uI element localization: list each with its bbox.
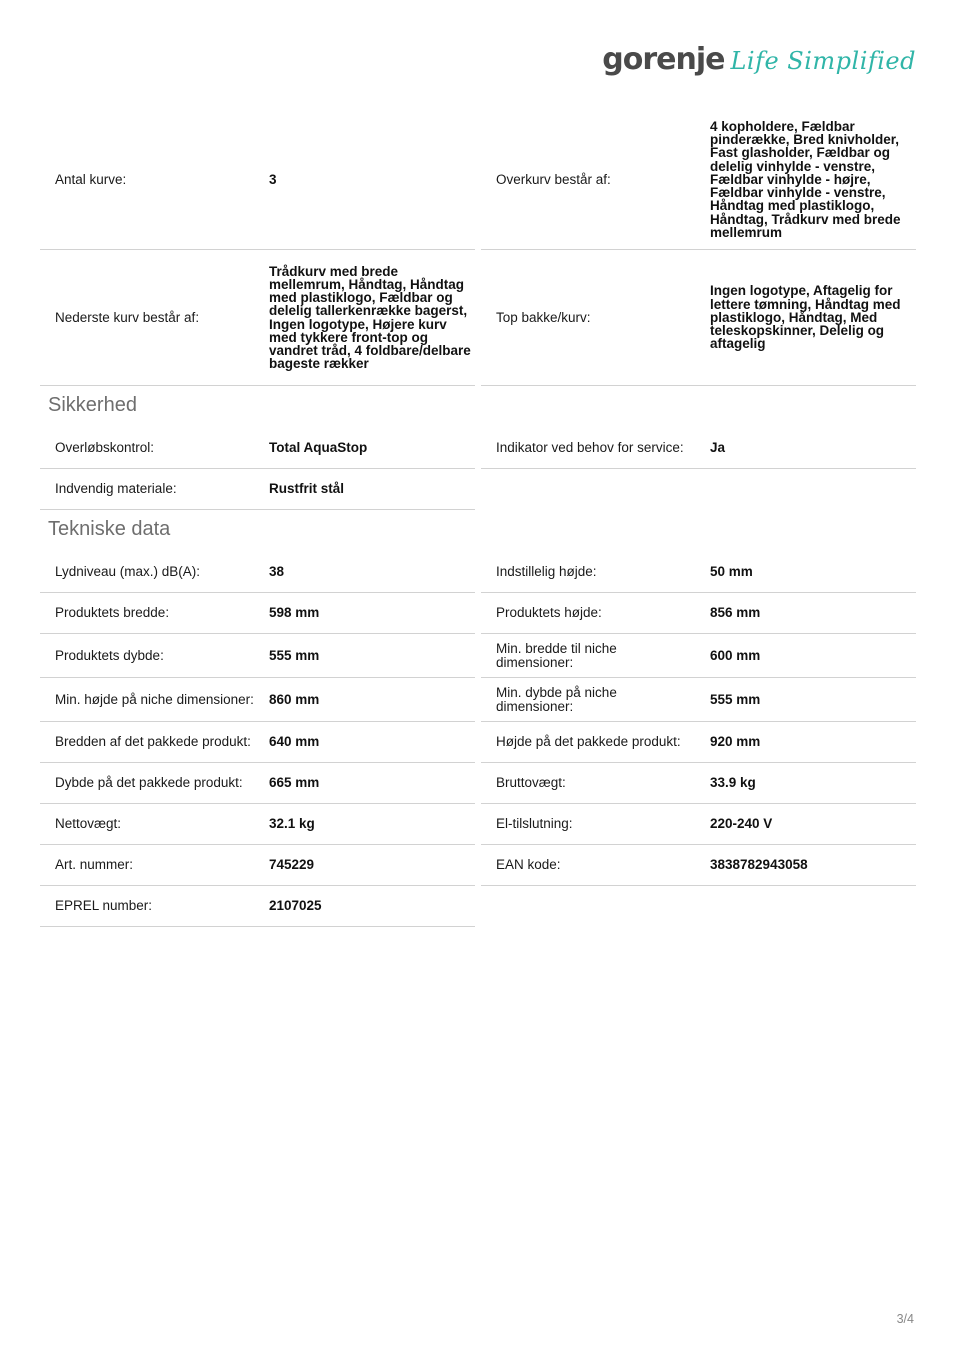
spec-cell [481, 763, 916, 804]
spec-cell [40, 845, 475, 886]
spec-label: Højde på det pakkede produkt: [496, 734, 681, 750]
spec-cell [481, 678, 916, 722]
spec-cell [40, 722, 475, 763]
spec-value: Ingen logotype, Aftagelig for lettere tømning, Håndtag med plastiklogo, Håndtag, Med teleskopskinner, Delelig og aftagelig [710, 283, 901, 352]
spec-label: Min. højde på niche dimensioner: [55, 691, 254, 707]
spec-value: 860 mm [269, 691, 320, 707]
spec-cell [481, 845, 916, 886]
spec-value: 2107025 [269, 898, 322, 914]
spec-value: Ja [710, 440, 726, 456]
spec-value: 555 mm [269, 647, 320, 663]
page-number: 3/4 [896, 1312, 914, 1326]
spec-label: Indstillelig højde: [496, 564, 597, 580]
spec-label: Min. bredde til niche dimensioner: [496, 641, 617, 670]
spec-cell [40, 886, 475, 927]
spec-row [40, 845, 916, 886]
spec-value: 920 mm [710, 734, 761, 750]
spec-cell [481, 552, 916, 593]
spec-cell [481, 428, 916, 469]
spec-label: Produktets dybde: [55, 647, 164, 663]
spec-row [40, 552, 916, 593]
spec-row [40, 428, 916, 469]
spec-label: Top bakke/kurv: [496, 309, 591, 325]
spec-cell [40, 593, 475, 634]
spec-value: 555 mm [710, 691, 761, 707]
spec-label: Min. dybde på niche dimensioner: [496, 685, 617, 714]
spec-label: EPREL number: [55, 898, 153, 914]
spec-cell [40, 110, 475, 250]
spec-cell [40, 804, 475, 845]
spec-row [40, 110, 916, 250]
spec-label: Produktets bredde: [55, 605, 170, 621]
spec-value: 640 mm [269, 734, 320, 750]
spec-label: Lydniveau (max.) dB(A): [55, 564, 201, 580]
spec-cell [40, 250, 475, 386]
spec-row [40, 763, 916, 804]
spec-label: Art. nummer: [55, 857, 134, 873]
spec-cell [481, 634, 916, 678]
spec-row [40, 634, 916, 678]
spec-label: Nederste kurv består af: [55, 309, 200, 325]
spec-cell [481, 110, 916, 250]
spec-label: Antal kurve: [55, 171, 127, 187]
spec-row [40, 469, 916, 510]
spec-label: Overkurv består af: [496, 171, 611, 187]
spec-cell-empty [481, 886, 916, 927]
spec-value: 3838782943058 [710, 857, 808, 873]
spec-cell [40, 469, 475, 510]
logo-tagline: Life Simplified [730, 47, 916, 75]
spec-row [40, 804, 916, 845]
spec-value: 220-240 V [710, 816, 773, 832]
spec-value: 745229 [269, 857, 315, 873]
spec-row [40, 250, 916, 386]
spec-cell [40, 552, 475, 593]
spec-label: Indvendig materiale: [55, 481, 177, 497]
section-title-safety: Sikkerhed [48, 394, 137, 416]
brand-logo [602, 42, 916, 77]
spec-value: Trådkurv med brede mellemrum, Håndtag, Håndtag med plastiklogo, Fældbar og delelig tallerkenrække bagerst, Ingen logotype, Højere kurv med tykkere front-top og vandret tråd, 4 foldbare/delbare bageste rækker [269, 263, 471, 372]
spec-label: Bruttovægt: [496, 775, 566, 791]
spec-label: Indikator ved behov for service: [496, 440, 684, 456]
spec-cell [481, 722, 916, 763]
spec-value: 600 mm [710, 647, 761, 663]
logo-wordmark: gorenje [602, 42, 725, 77]
spec-value: 665 mm [269, 775, 320, 791]
spec-cell [40, 763, 475, 804]
spec-cell [40, 678, 475, 722]
spec-value: Total AquaStop [269, 440, 368, 456]
spec-cell [40, 634, 475, 678]
spec-row [40, 886, 916, 927]
spec-cell [481, 804, 916, 845]
section-title-technical: Tekniske data [48, 518, 171, 540]
spec-label: Dybde på det pakkede produkt: [55, 775, 243, 791]
spec-sheet [40, 110, 916, 927]
spec-label: EAN kode: [496, 857, 561, 873]
spec-cell [40, 428, 475, 469]
spec-row [40, 722, 916, 763]
spec-value: 32.1 kg [269, 816, 315, 832]
spec-value: 33.9 kg [710, 775, 756, 791]
spec-cell-empty [481, 469, 916, 510]
spec-label: El-tilslutning: [496, 816, 573, 832]
spec-cell [481, 250, 916, 386]
spec-label: Overløbskontrol: [55, 440, 155, 456]
spec-value: 38 [269, 564, 285, 580]
spec-cell [481, 593, 916, 634]
spec-label: Produktets højde: [496, 605, 602, 621]
spec-label: Nettovægt: [55, 816, 122, 832]
spec-value: 50 mm [710, 564, 753, 580]
spec-value: 3 [269, 171, 277, 187]
spec-row [40, 678, 916, 722]
spec-label: Bredden af det pakkede produkt: [55, 734, 251, 750]
spec-value: 4 kopholdere, Fældbar pinderække, Bred knivholder, Fast glasholder, Fældbar og delelig vinhylde - venstre, Fældbar vinhylde - højre, Fældbar vinhylde - venstre, Håndtag med plastiklogo, Håndtag, Trådkurv med brede mellemrum [710, 119, 901, 240]
spec-value: Rustfrit stål [269, 481, 345, 497]
spec-value: 598 mm [269, 605, 320, 621]
spec-value: 856 mm [710, 605, 761, 621]
spec-row [40, 593, 916, 634]
